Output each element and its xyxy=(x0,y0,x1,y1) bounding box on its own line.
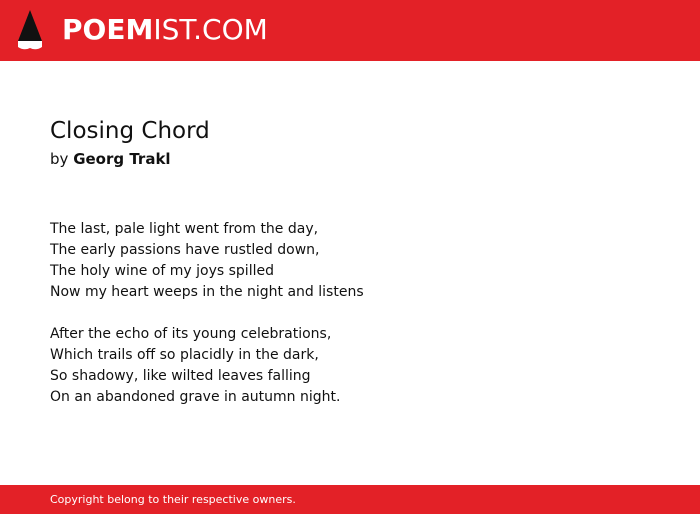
byline-prefix: by xyxy=(50,150,69,168)
poem-byline xyxy=(50,149,171,169)
poem-line: Which trails off so placidly in the dark, xyxy=(50,347,319,363)
site-logo-link[interactable] xyxy=(62,13,268,47)
poem-title: Closing Chord xyxy=(50,118,210,144)
poem-line: The last, pale light went from the day, xyxy=(50,221,319,237)
copyright-notice: Copyright belong to their respective owners. xyxy=(50,493,296,506)
pencil-tip-icon xyxy=(18,10,42,51)
poem-line: So shadowy, like wilted leaves falling xyxy=(50,368,311,384)
poem-author: Georg Trakl xyxy=(73,150,171,168)
site-header xyxy=(0,0,700,61)
poem-stanza-1 xyxy=(50,219,364,303)
logo-text-light: IST.COM xyxy=(153,13,268,46)
poem-line: Now my heart weeps in the night and listens xyxy=(50,284,364,300)
poem-stanza-2 xyxy=(50,324,340,408)
logo-text-bold: POEM xyxy=(62,13,154,46)
site-footer xyxy=(0,485,700,514)
poem-line: The holy wine of my joys spilled xyxy=(50,263,274,279)
poem-line: On an abandoned grave in autumn night. xyxy=(50,389,341,405)
poem-line: After the echo of its young celebrations, xyxy=(50,326,332,342)
poem-line: The early passions have rustled down, xyxy=(50,242,320,258)
